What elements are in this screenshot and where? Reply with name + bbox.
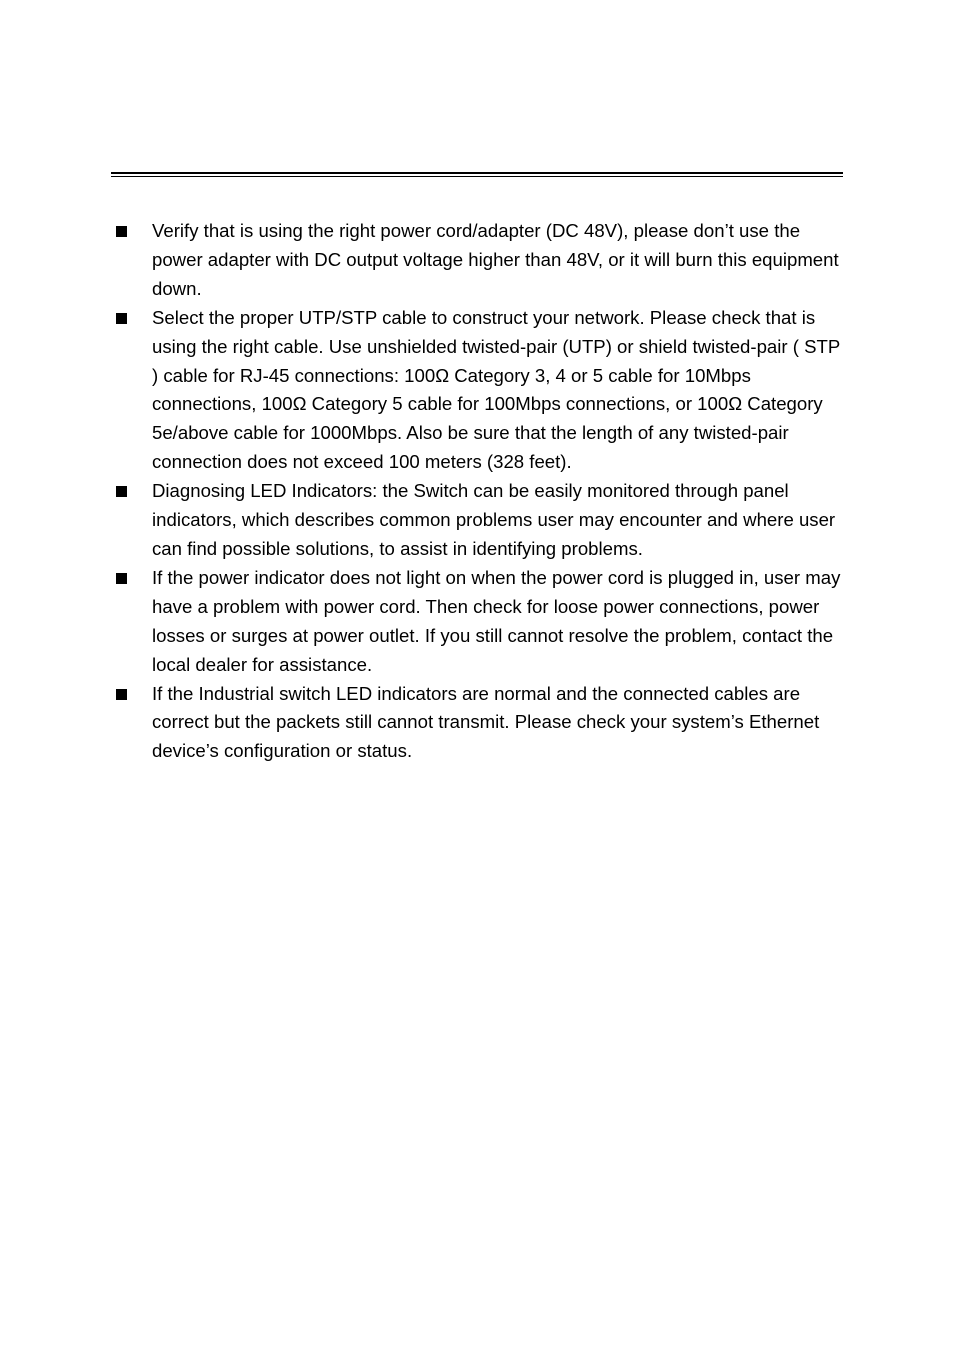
list-item	[111, 680, 846, 767]
list-item-text: Verify that is using the right power cord/adapter (DC 48V), please don’t use the power adapter with DC output voltage higher than 48V, or it will burn this equipment down.	[152, 220, 839, 299]
square-bullet-icon	[116, 226, 127, 237]
list-item-text: Diagnosing LED Indicators: the Switch can be easily monitored through panel indicators, which describes common problems user may encounter and where user can find possible solutions, to assist in identifying problems.	[152, 480, 836, 559]
troubleshooting-list	[111, 217, 846, 766]
list-item	[111, 477, 846, 564]
list-item	[111, 304, 846, 477]
square-bullet-icon	[116, 573, 127, 584]
list-item	[111, 217, 846, 304]
list-item-text: Select the proper UTP/STP cable to construct your network. Please check that is using the right cable. Use unshielded twisted-pair (UTP) or shield twisted-pair ( STP ) cable for RJ-45 connections: 100Ω Category 3, 4 or 5 cable for 10Mbps connections, 100Ω Category 5 cable for 100Mbps connections, or 100Ω Category 5e/above cable for 1000Mbps. Also be sure that the length of any twisted-pair connection does not exceed 100 meters (328 feet).	[152, 306, 840, 473]
square-bullet-icon	[116, 689, 127, 700]
list-item	[111, 564, 846, 680]
square-bullet-icon	[116, 313, 127, 324]
list-item-text: If the power indicator does not light on when the power cord is plugged in, user may have a problem with power cord. Then check for loose power connections, power losses or surges at power outlet. If you still cannot resolve the problem, contact the local dealer for assistance.	[152, 566, 841, 675]
header-divider	[111, 172, 843, 177]
square-bullet-icon	[116, 486, 127, 497]
list-item-text: If the Industrial switch LED indicators are normal and the connected cables are correct but the packets still cannot transmit. Please check your system’s Ethernet device’s configuration or status.	[152, 682, 820, 762]
